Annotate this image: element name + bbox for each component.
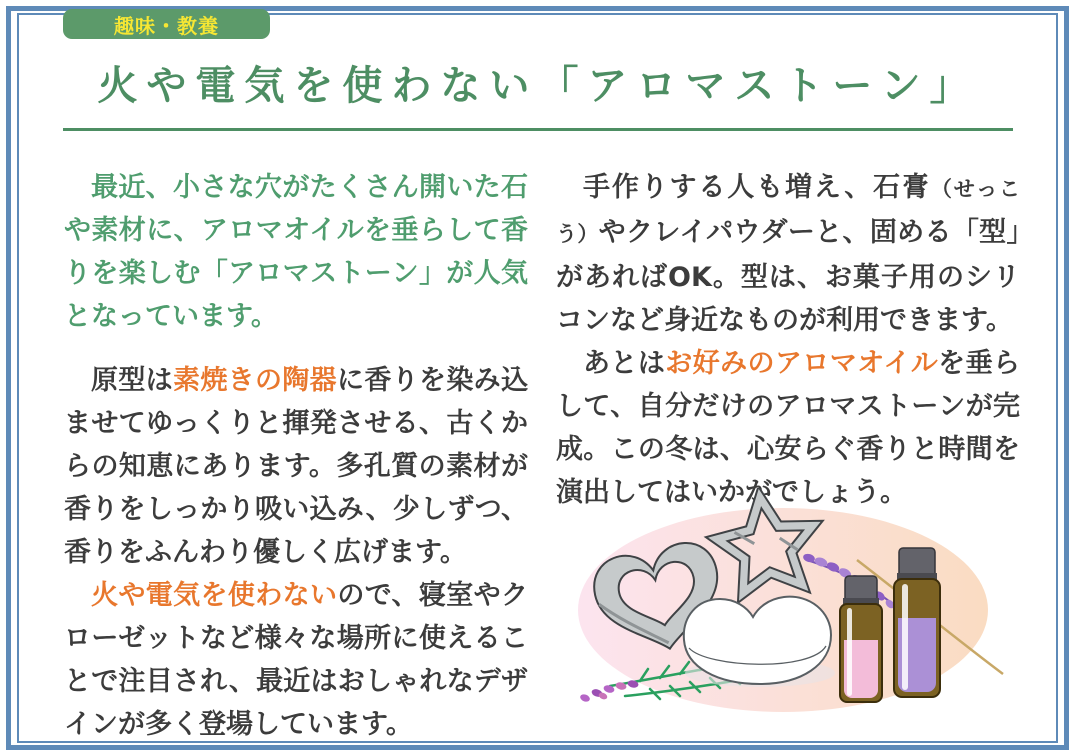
finish-highlight: お好みのアロマオイル xyxy=(665,348,939,379)
handmade-reading-note: （せっこう） xyxy=(556,177,1020,246)
paragraph-handmade xyxy=(556,166,1020,342)
article-title: 火や電気を使わない「アロマストーン」 xyxy=(97,63,979,109)
title-divider xyxy=(63,128,1013,131)
paragraph-usage xyxy=(64,574,528,746)
right-column xyxy=(556,166,1020,514)
finish-text-before: あとは xyxy=(583,348,666,379)
category-tab xyxy=(63,9,270,39)
category-tab-label: 趣味・教養 xyxy=(114,13,219,38)
intro-text: 最近、小さな穴がたくさん開いた石や素材に、アロマオイルを垂らして香りを楽しむ「アロマストーン」が人気となっています。 xyxy=(64,172,528,332)
usage-text-after: ので、寝室やクローゼットなど様々な場所に使えることで注目され、最近はおしゃれなデザインが多く登場しています。 xyxy=(64,580,529,740)
handmade-text-after: やクレイパウダーと、固める「型」があればOK。型は、お菓子用のシリコンなど身近なものが利用できます。 xyxy=(556,217,1021,336)
origin-text-before: 原型は xyxy=(91,365,173,396)
origin-text-after: に香りを染み込ませてゆっくりと揮発させる、古くからの知恵にあります。多孔質の素材が香りをしっかり吸い込み、少しずつ、香りをふんわり優しく広げます。 xyxy=(64,365,528,568)
aroma-stone-illustration xyxy=(555,488,1025,728)
aroma-oil-bottle-purple xyxy=(894,548,940,697)
aroma-stone-icon xyxy=(684,597,835,687)
lavender-sprig-left-icon xyxy=(579,679,639,703)
finish-text-after: を垂らして、自分だけのアロマストーンが完成。この冬は、心安らぐ香りと時間を演出してはいかがでしょう。 xyxy=(556,348,1021,508)
aroma-oil-bottle-pink xyxy=(840,576,882,702)
left-column xyxy=(64,166,528,746)
paragraph-origin xyxy=(64,359,528,574)
handmade-text-before: 手作りする人も増え、石膏 xyxy=(583,172,931,203)
paragraph-intro xyxy=(64,166,528,338)
usage-highlight: 火や電気を使わない xyxy=(91,580,338,611)
origin-highlight: 素焼きの陶器 xyxy=(173,365,337,396)
